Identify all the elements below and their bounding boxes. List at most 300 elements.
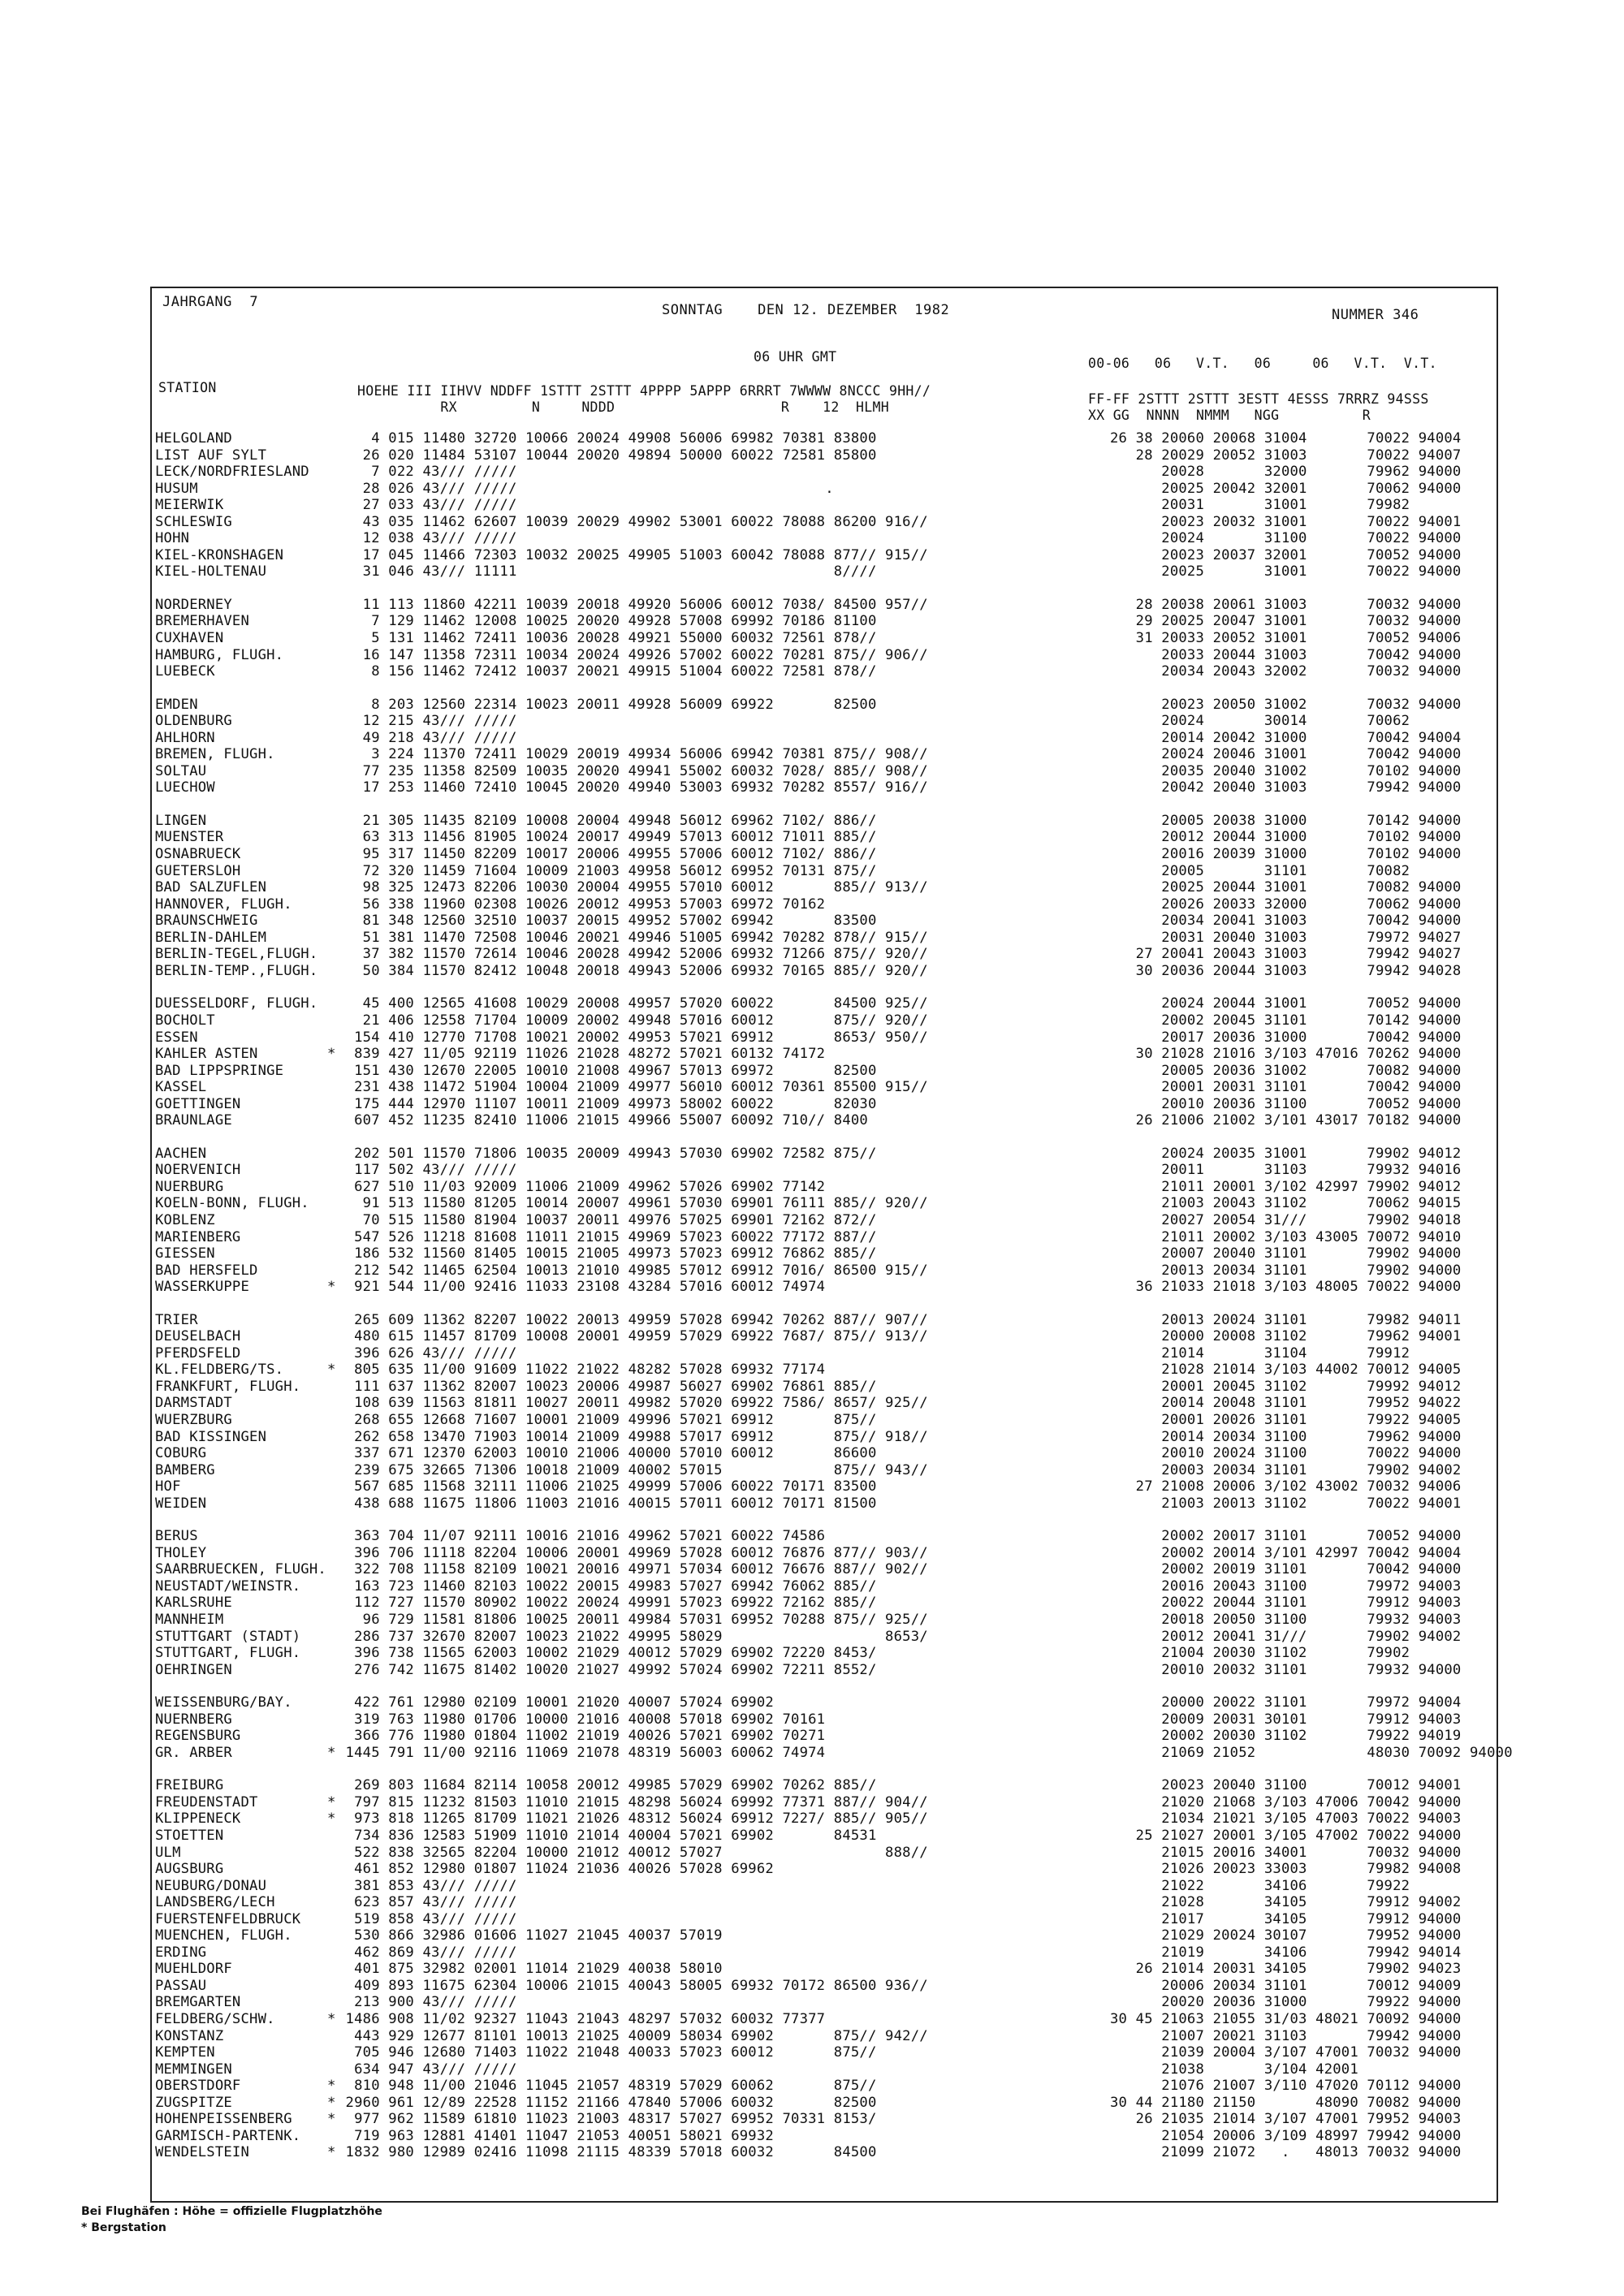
- main-observation-values: 186 532 11560 81405 10015 21005 49973 57023 69912 76862 885//: [337, 1245, 877, 1262]
- extra-observation-values: 25 21027 20001 3/105 47002 70022 94000: [1110, 1828, 1462, 1845]
- main-observation-values: 21 305 11435 82109 10008 20004 49948 56012 69962 7102/ 886//: [337, 812, 877, 829]
- extra-observation-values: 21011 20001 3/102 42997 79902 94012: [1110, 1178, 1462, 1195]
- extra-observation-values: 27 20041 20043 31003 79942 94027: [1110, 946, 1462, 963]
- extra-observation-values: 20001 20026 31101 79922 94005: [1110, 1411, 1462, 1428]
- extra-observation-values: 20025 20044 31001 70082 94000: [1110, 879, 1462, 896]
- extra-observation-values: 20001 20031 31101 70042 94000: [1110, 1079, 1462, 1096]
- station-name: PFERDSFELD: [155, 1344, 241, 1362]
- extra-group-header: 00-06 06 V.T. 06 06 V.T. V.T.: [1088, 356, 1437, 371]
- station-name: AACHEN: [155, 1145, 207, 1162]
- station-name: WENDELSTEIN: [155, 2144, 250, 2161]
- extra-observation-values: 28 20029 20052 31003 70022 94007: [1110, 447, 1462, 464]
- main-observation-values: 213 900 43/// /////: [337, 1994, 517, 2011]
- extra-observation-values: 21026 20023 33003 79982 94008: [1110, 1861, 1462, 1878]
- extra-observation-values: 20016 20043 31100 79972 94003: [1110, 1577, 1462, 1595]
- main-observation-values: 607 452 11235 82410 11006 21015 49966 55007 60092 710// 8400: [337, 1112, 868, 1129]
- station-name: SCHLESWIG: [155, 513, 232, 530]
- station-name: KIEL-KRONSHAGEN: [155, 546, 284, 563]
- extra-observation-values: 20014 20034 31100 79962 94000: [1110, 1428, 1462, 1445]
- main-observation-values: 63 313 11456 81905 10024 20017 49949 57013 60012 71011 885//: [337, 829, 877, 846]
- extra-observation-values: 20002 20045 31101 70142 94000: [1110, 1012, 1462, 1029]
- main-observation-values: 443 929 12677 81101 10013 21025 40009 58034 69902 875// 942//: [337, 2027, 928, 2044]
- main-observation-values: 51 381 11470 72508 10046 20021 49946 51005 69942 70282 878// 915//: [337, 929, 928, 946]
- main-observation-values: 623 857 43/// /////: [337, 1894, 517, 1911]
- main-observation-values: 1832 980 12989 02416 11098 21115 48339 57018 60032 84500: [337, 2144, 877, 2161]
- extra-observation-values: 20013 20034 31101 79902 94000: [1110, 1262, 1462, 1279]
- extra-observation-values: 20024 20035 31001 79902 94012: [1110, 1145, 1462, 1162]
- station-name: WASSERKUPPE: [155, 1279, 250, 1296]
- main-observation-values: 16 147 11358 72311 10034 20024 49926 57002 60022 70281 875// 906//: [337, 646, 928, 663]
- station-name: MARIENBERG: [155, 1228, 241, 1245]
- main-observation-values: 7 129 11462 12008 10025 20020 49928 57008 69992 70186 81100: [337, 613, 877, 630]
- main-observation-values: 163 723 11460 82103 10022 20015 49983 57027 69942 76062 885//: [337, 1577, 877, 1595]
- footnote-flughafen: Bei Flughäfen : Höhe = offizielle Flugplatzhöhe: [81, 2205, 382, 2218]
- station-name: HANNOVER, FLUGH.: [155, 896, 292, 913]
- station-name: KAHLER ASTEN: [155, 1046, 258, 1063]
- main-observation-values: 734 836 12583 51909 11010 21014 40004 57021 69902 84531: [337, 1828, 877, 1845]
- extra-observation-values: 20025 20042 32001 70062 94000: [1110, 480, 1462, 497]
- mountain-station-marker: *: [327, 1362, 336, 1379]
- main-observation-values: 27 033 43/// /////: [337, 497, 517, 514]
- main-observation-values: 705 946 12680 71403 11022 21048 40033 57023 60012 875//: [337, 2044, 877, 2061]
- main-observation-values: 45 400 12565 41608 10029 20008 49957 57020 60022 84500 925//: [337, 995, 928, 1012]
- station-name: ZUGSPITZE: [155, 2094, 232, 2111]
- extra-observation-values: 20012 20041 31/// 79902 94002: [1110, 1628, 1462, 1645]
- main-observation-values: 4 015 11480 32720 10066 20024 49908 56006 69982 70381 83800: [337, 430, 877, 447]
- station-name: KOELN-BONN, FLUGH.: [155, 1195, 309, 1212]
- main-observation-values: 977 962 11589 61810 11023 21003 48317 57027 69952 70331 8153/: [337, 2111, 877, 2128]
- station-name: MANNHEIM: [155, 1612, 224, 1628]
- station-name: KASSEL: [155, 1079, 207, 1096]
- main-column-header-1: HOEHE III IIHVV NDDFF 1STTT 2STTT 4PPPP 5APPP 6RRRT 7WWWW 8NCCC 9HH//: [357, 383, 931, 399]
- main-observation-values: 111 637 11362 82007 10023 20006 49987 56027 69902 76861 885//: [337, 1378, 877, 1395]
- main-observation-values: 1445 791 11/00 92116 11069 21078 48319 56003 60062 74974: [337, 1744, 826, 1761]
- station-name: SOLTAU: [155, 762, 207, 779]
- extra-observation-values: 21039 20004 3/107 47001 70032 94000: [1110, 2044, 1462, 2061]
- station-name: DARMSTADT: [155, 1395, 232, 1412]
- mountain-station-marker: *: [327, 1744, 336, 1761]
- mountain-station-marker: *: [327, 1810, 336, 1828]
- extra-observation-values: 21003 20013 31102 70022 94001: [1110, 1495, 1462, 1512]
- mountain-station-marker: *: [327, 1793, 336, 1810]
- extra-observation-values: 20020 20036 31000 79922 94000: [1110, 1994, 1462, 2011]
- extra-observation-values: 20010 20036 31100 70052 94000: [1110, 1095, 1462, 1112]
- extra-observation-values: 21038 3/104 42001: [1110, 2061, 1358, 2078]
- main-observation-values: 409 893 11675 62304 10006 21015 40043 58005 69932 70172 86500 936//: [337, 1977, 928, 1994]
- main-observation-values: 11 113 11860 42211 10039 20018 49920 56006 60012 7038/ 84500 957//: [337, 596, 928, 613]
- station-name: BAD HERSFELD: [155, 1262, 258, 1279]
- extra-observation-values: 20011 31103 79932 94016: [1110, 1162, 1462, 1179]
- main-observation-values: 28 026 43/// ///// .: [337, 480, 834, 497]
- extra-observation-values: 20007 20040 31101 79902 94000: [1110, 1245, 1462, 1262]
- extra-observation-values: 29 20025 20047 31001 70032 94000: [1110, 613, 1462, 630]
- station-name: NOERVENICH: [155, 1162, 241, 1179]
- extra-observation-values: 21020 21068 3/103 47006 70042 94000: [1110, 1793, 1462, 1810]
- main-observation-values: 396 706 11118 82204 10006 20001 49969 57028 60012 76876 877// 903//: [337, 1544, 928, 1561]
- extra-observation-values: 31 20033 20052 31001 70052 94006: [1110, 630, 1462, 647]
- station-name: THOLEY: [155, 1544, 207, 1561]
- station-name: DUESSELDORF, FLUGH.: [155, 995, 318, 1012]
- main-observation-values: 7 022 43/// /////: [337, 464, 517, 481]
- main-observation-values: 50 384 11570 82412 10048 20018 49943 52006 69932 70165 885// 920//: [337, 962, 928, 979]
- station-name: MUENCHEN, FLUGH.: [155, 1927, 292, 1944]
- extra-observation-values: 20000 20022 31101 79972 94004: [1110, 1694, 1462, 1711]
- station-name: GR. ARBER: [155, 1744, 232, 1761]
- extra-observation-values: 20010 20024 31100 70022 94000: [1110, 1445, 1462, 1462]
- station-name: FUERSTENFELDBRUCK: [155, 1910, 301, 1927]
- main-observation-values: 91 513 11580 81205 10014 20007 49961 57030 69901 76111 885// 920//: [337, 1195, 928, 1212]
- station-name: WEIDEN: [155, 1495, 207, 1512]
- main-observation-values: 154 410 12770 71708 10021 20002 49953 57021 69912 8653/ 950//: [337, 1029, 928, 1046]
- main-observation-values: 5 131 11462 72411 10036 20028 49921 55000 60032 72561 878//: [337, 630, 877, 647]
- extra-observation-values: 20005 20036 31002 70082 94000: [1110, 1062, 1462, 1079]
- station-name: MEMMINGEN: [155, 2061, 232, 2078]
- main-observation-values: 366 776 11980 01804 11002 21019 40026 57021 69902 70271: [337, 1728, 826, 1745]
- main-observation-values: 262 658 13470 71903 10014 21009 49988 57017 69912 875// 918//: [337, 1428, 928, 1445]
- station-name: TRIER: [155, 1311, 198, 1328]
- extra-observation-values: 20027 20054 31/// 79902 94018: [1110, 1211, 1462, 1228]
- main-observation-values: 2960 961 12/89 22528 11152 21166 47840 57006 60032 82500: [337, 2094, 877, 2111]
- main-observation-values: 31 046 43/// 11111 8////: [337, 563, 877, 580]
- main-observation-values: 396 626 43/// /////: [337, 1344, 517, 1362]
- extra-observation-values: 21054 20006 3/109 48997 79942 94000: [1110, 2127, 1462, 2144]
- station-name: LIST AUF SYLT: [155, 447, 267, 464]
- station-name: BAD LIPPSPRINGE: [155, 1062, 284, 1079]
- extra-observation-values: 20005 31101 70082: [1110, 862, 1410, 879]
- station-name: OEHRINGEN: [155, 1661, 232, 1678]
- extra-observation-values: 20024 20046 31001 70042 94000: [1110, 746, 1462, 763]
- main-observation-values: 627 510 11/03 92009 11006 21009 49962 57026 69902 77142: [337, 1178, 826, 1195]
- observation-time-header: 06 UHR GMT: [754, 349, 837, 365]
- station-name: NUERBURG: [155, 1178, 224, 1195]
- extra-observation-values: 20009 20031 30101 79912 94003: [1110, 1711, 1462, 1728]
- extra-observation-values: 21017 34105 79912 94000: [1110, 1910, 1462, 1927]
- main-observation-values: 422 761 12980 02109 10001 21020 40007 57024 69902: [337, 1694, 774, 1711]
- extra-observation-values: 28 20038 20061 31003 70032 94000: [1110, 596, 1462, 613]
- extra-observation-values: 20033 20044 31003 70042 94000: [1110, 646, 1462, 663]
- main-observation-values: 26 020 11484 53107 10044 20020 49894 50000 60022 72581 85800: [337, 447, 877, 464]
- main-observation-values: 49 218 43/// /////: [337, 729, 517, 746]
- main-observation-values: 401 875 32982 02001 11014 21029 40038 58010: [337, 1961, 723, 1978]
- station-name: STUTTGART, FLUGH.: [155, 1645, 301, 1662]
- station-name: NEUSTADT/WEINSTR.: [155, 1577, 301, 1595]
- extra-observation-values: 21007 20021 31103 79942 94000: [1110, 2027, 1462, 2044]
- main-observation-values: 77 235 11358 82509 10035 20020 49941 55002 60032 7028/ 885// 908//: [337, 762, 928, 779]
- station-name: KLIPPENECK: [155, 1810, 241, 1828]
- main-observation-values: 268 655 12668 71607 10001 21009 49996 57021 69912 875//: [337, 1411, 877, 1428]
- station-name: HELGOLAND: [155, 430, 232, 447]
- extra-observation-values: 21069 21052 48030 70092 94000: [1110, 1744, 1513, 1761]
- extra-observation-values: 20017 20036 31000 70042 94000: [1110, 1029, 1462, 1046]
- extra-observation-values: 26 21014 20031 34105 79902 94023: [1110, 1961, 1462, 1978]
- station-name: EMDEN: [155, 696, 198, 713]
- extra-observation-values: 21034 21021 3/105 47003 70022 94003: [1110, 1810, 1462, 1828]
- extra-observation-values: 26 38 20060 20068 31004 70022 94004: [1110, 430, 1462, 447]
- station-name: KIEL-HOLTENAU: [155, 563, 267, 580]
- main-observation-values: 17 045 11466 72303 10032 20025 49905 51003 60042 78088 877// 915//: [337, 546, 928, 563]
- main-observation-values: 12 038 43/// /////: [337, 530, 517, 547]
- main-observation-values: 12 215 43/// /////: [337, 713, 517, 730]
- main-observation-values: 95 317 11450 82209 10017 20006 49955 57006 60012 7102/ 886//: [337, 846, 877, 863]
- station-header: STATION: [158, 380, 217, 395]
- main-observation-values: 522 838 32565 82204 10000 21012 40012 57027 888//: [337, 1844, 928, 1861]
- station-name: NUERNBERG: [155, 1711, 232, 1728]
- extra-observation-values: 21029 20024 30107 79952 94000: [1110, 1927, 1462, 1944]
- station-name: BERLIN-DAHLEM: [155, 929, 267, 946]
- station-name: BERUS: [155, 1528, 198, 1545]
- station-name: REGENSBURG: [155, 1728, 241, 1745]
- mountain-station-marker: *: [327, 1279, 336, 1296]
- extra-observation-values: 21014 31104 79912: [1110, 1344, 1410, 1362]
- extra-observation-values: 20024 20044 31001 70052 94000: [1110, 995, 1462, 1012]
- station-name: GARMISCH-PARTENK.: [155, 2127, 301, 2144]
- extra-observation-values: 21022 34106 79922: [1110, 1877, 1410, 1894]
- extra-observation-values: 20018 20050 31100 79932 94003: [1110, 1612, 1462, 1628]
- main-observation-values: 363 704 11/07 92111 10016 21016 49962 57021 60022 74586: [337, 1528, 826, 1545]
- extra-observation-values: 20023 20040 31100 70012 94001: [1110, 1777, 1462, 1794]
- main-observation-values: 21 406 12558 71704 10009 20002 49948 57016 60012 875// 920//: [337, 1012, 928, 1029]
- station-name: PASSAU: [155, 1977, 207, 1994]
- extra-observation-values: 20002 20017 31101 70052 94000: [1110, 1528, 1462, 1545]
- station-name: LECK/NORDFRIESLAND: [155, 464, 309, 481]
- extra-observation-values: 26 21035 21014 3/107 47001 79952 94003: [1110, 2111, 1462, 2128]
- station-name: MUENSTER: [155, 829, 224, 846]
- jahrgang-label: JAHRGANG 7: [162, 294, 259, 310]
- station-name: FREIBURG: [155, 1777, 224, 1794]
- extra-observation-values: 21099 21072 . 48013 70032 94000: [1110, 2144, 1462, 2161]
- main-observation-values: 567 685 11568 32111 11006 21025 49999 57006 60022 70171 83500: [337, 1478, 877, 1495]
- main-observation-values: 547 526 11218 81608 11011 21015 49969 57023 60022 77172 887//: [337, 1228, 877, 1245]
- station-name: LUECHOW: [155, 779, 215, 796]
- main-observation-values: 530 866 32986 01606 11027 21045 40037 57019: [337, 1927, 723, 1944]
- station-name: HUSUM: [155, 480, 198, 497]
- station-name: WEISSENBURG/BAY.: [155, 1694, 292, 1711]
- main-observation-values: 108 639 11563 81811 10027 20011 49982 57020 69922 7586/ 8657/ 925//: [337, 1395, 928, 1412]
- main-observation-values: 519 858 43/// /////: [337, 1910, 517, 1927]
- station-name: BOCHOLT: [155, 1012, 215, 1029]
- station-name: OBERSTDORF: [155, 2078, 241, 2095]
- extra-observation-values: 21003 20043 31102 70062 94015: [1110, 1195, 1462, 1212]
- station-name: HOF: [155, 1478, 181, 1495]
- station-name: AHLHORN: [155, 729, 215, 746]
- extra-observation-values: 21011 20002 3/103 43005 70072 94010: [1110, 1228, 1462, 1245]
- extra-observation-values: 21028 21014 3/103 44002 70012 94005: [1110, 1362, 1462, 1379]
- main-observation-values: 462 869 43/// /////: [337, 1944, 517, 1961]
- main-observation-values: 231 438 11472 51904 10004 21009 49977 56010 60012 70361 85500 915//: [337, 1079, 928, 1096]
- main-observation-values: 96 729 11581 81806 10025 20011 49984 57031 69952 70288 875// 925//: [337, 1612, 928, 1628]
- extra-observation-values: 36 21033 21018 3/103 48005 70022 94000: [1110, 1279, 1462, 1296]
- station-name: GUETERSLOH: [155, 862, 241, 879]
- extra-observation-values: 20014 20042 31000 70042 94004: [1110, 729, 1462, 746]
- station-name: ERDING: [155, 1944, 207, 1961]
- main-observation-values: 1486 908 11/02 92327 11043 21043 48297 57032 60032 77377: [337, 2011, 826, 2028]
- station-name: MUEHLDORF: [155, 1961, 232, 1978]
- extra-observation-values: 20006 20034 31101 70012 94009: [1110, 1977, 1462, 1994]
- main-observation-values: 322 708 11158 82109 10021 20016 49971 57034 60012 76676 887// 902//: [337, 1561, 928, 1578]
- main-observation-values: 117 502 43/// /////: [337, 1162, 517, 1179]
- extra-observation-values: 30 20036 20044 31003 79942 94028: [1110, 962, 1462, 979]
- main-observation-values: 17 253 11460 72410 10045 20020 49940 53003 69932 70282 8557/ 916//: [337, 779, 928, 796]
- extra-observation-values: 20034 20043 32002 70032 94000: [1110, 663, 1462, 680]
- extra-observation-values: 21028 34105 79912 94002: [1110, 1894, 1462, 1911]
- extra-observation-values: 21076 21007 3/110 47020 70112 94000: [1110, 2078, 1462, 2095]
- extra-observation-values: 20012 20044 31000 70102 94000: [1110, 829, 1462, 846]
- station-name: BREMERHAVEN: [155, 613, 250, 630]
- main-observation-values: 98 325 12473 82206 10030 20004 49955 57010 60012 885// 913//: [337, 879, 928, 896]
- station-name: MEIERWIK: [155, 497, 224, 514]
- extra-observation-values: 20016 20039 31000 70102 94000: [1110, 846, 1462, 863]
- main-observation-values: 269 803 11684 82114 10058 20012 49985 57029 69902 70262 885//: [337, 1777, 877, 1794]
- station-name: CUXHAVEN: [155, 630, 224, 647]
- station-name: KEMPTEN: [155, 2044, 215, 2061]
- main-observation-values: 151 430 12670 22005 10010 21008 49967 57013 69972 82500: [337, 1062, 877, 1079]
- mountain-station-marker: *: [327, 1046, 336, 1063]
- extra-observation-values: 20031 31001 79982: [1110, 497, 1410, 514]
- main-observation-values: 381 853 43/// /////: [337, 1877, 517, 1894]
- main-observation-values: 973 818 11265 81709 11021 21026 48312 56024 69912 7227/ 885// 905//: [337, 1810, 928, 1828]
- main-observation-values: 797 815 11232 81503 11010 21015 48298 56024 69992 77371 887// 904//: [337, 1793, 928, 1810]
- extra-observation-values: 20031 20040 31003 79972 94027: [1110, 929, 1462, 946]
- extra-observation-values: 20028 32000 79962 94000: [1110, 464, 1462, 481]
- extra-observation-values: 20042 20040 31003 79942 94000: [1110, 779, 1462, 796]
- main-observation-values: 719 963 12881 41401 11047 21053 40051 58021 69932: [337, 2127, 774, 2144]
- extra-observation-values: 20002 20019 31101 70042 94000: [1110, 1561, 1462, 1578]
- extra-observation-values: 21015 20016 34001 70032 94000: [1110, 1844, 1462, 1861]
- extra-observation-values: 20001 20045 31102 79992 94012: [1110, 1378, 1462, 1395]
- station-name: FREUDENSTADT: [155, 1793, 258, 1810]
- station-name: ULM: [155, 1844, 181, 1861]
- main-observation-values: 8 156 11462 72412 10037 20021 49915 51004 60022 72581 878//: [337, 663, 877, 680]
- main-observation-values: 396 738 11565 62003 10002 21029 40012 57029 69902 72220 8453/: [337, 1645, 877, 1662]
- station-name: KONSTANZ: [155, 2027, 224, 2044]
- mountain-station-marker: *: [327, 2144, 336, 2161]
- station-name: FELDBERG/SCHW.: [155, 2011, 275, 2028]
- extra-observation-values: 20010 20032 31101 79932 94000: [1110, 1661, 1462, 1678]
- station-name: OLDENBURG: [155, 713, 232, 730]
- main-observation-values: 70 515 11580 81904 10037 20011 49976 57025 69901 72162 872//: [337, 1211, 877, 1228]
- main-observation-values: 805 635 11/00 91609 11022 21022 48282 57028 69932 77174: [337, 1362, 826, 1379]
- extra-observation-values: 20025 31001 70022 94000: [1110, 563, 1462, 580]
- extra-observation-values: 21019 34106 79942 94014: [1110, 1944, 1462, 1961]
- mountain-station-marker: *: [327, 2111, 336, 2128]
- station-name: GOETTINGEN: [155, 1095, 241, 1112]
- main-observation-values: 43 035 11462 62607 10039 20029 49902 53001 60022 78088 86200 916//: [337, 513, 928, 530]
- extra-observation-values: 20023 20037 32001 70052 94000: [1110, 546, 1462, 563]
- extra-observation-values: 20002 20030 31102 79922 94019: [1110, 1728, 1462, 1745]
- main-observation-values: 921 544 11/00 92416 11033 23108 43284 57016 60012 74974: [337, 1279, 826, 1296]
- main-observation-values: 480 615 11457 81709 10008 20001 49959 57029 69922 7687/ 875// 913//: [337, 1328, 928, 1345]
- extra-observation-values: 27 21008 20006 3/102 43002 70032 94006: [1110, 1478, 1462, 1495]
- extra-observation-values: 20024 31100 70022 94000: [1110, 530, 1462, 547]
- main-observation-values: 112 727 11570 80902 10022 20024 49991 57023 69922 72162 885//: [337, 1595, 877, 1612]
- main-observation-values: 202 501 11570 71806 10035 20009 49943 57030 69902 72582 875//: [337, 1145, 877, 1162]
- station-name: STOETTEN: [155, 1828, 224, 1845]
- main-observation-values: 438 688 11675 11806 11003 21016 40015 57011 60012 70171 81500: [337, 1495, 877, 1512]
- main-observation-values: 265 609 11362 82207 10022 20013 49959 57028 69942 70262 887// 907//: [337, 1311, 928, 1328]
- station-name: AUGSBURG: [155, 1861, 224, 1878]
- extra-observation-values: 20023 20032 31001 70022 94001: [1110, 513, 1462, 530]
- main-observation-values: 276 742 11675 81402 10020 21027 49992 57024 69902 72211 8552/: [337, 1661, 877, 1678]
- main-observation-values: 634 947 43/// /////: [337, 2061, 517, 2078]
- station-name: BERLIN-TEGEL,FLUGH.: [155, 946, 318, 963]
- main-observation-values: 286 737 32670 82007 10023 21022 49995 58029 8653/: [337, 1628, 928, 1645]
- main-observation-values: 37 382 11570 72614 10046 20028 49942 52006 69932 71266 875// 920//: [337, 946, 928, 963]
- station-name: GIESSEN: [155, 1245, 215, 1262]
- main-observation-values: 81 348 12560 32510 10037 20015 49952 57002 69942 83500: [337, 913, 877, 930]
- station-name: BRAUNSCHWEIG: [155, 913, 258, 930]
- main-column-header-2: RX N NDDD R 12 HLMH: [357, 399, 889, 415]
- station-name: BAMBERG: [155, 1461, 215, 1478]
- station-name: HOHN: [155, 530, 190, 547]
- station-name: LUEBECK: [155, 663, 215, 680]
- extra-column-header-1: FF-FF 2STTT 2STTT 3ESTT 4ESSS 7RRRZ 94SSS: [1088, 391, 1429, 407]
- station-name: FRANKFURT, FLUGH.: [155, 1378, 301, 1395]
- station-name: HOHENPEISSENBERG: [155, 2111, 292, 2128]
- extra-observation-values: 20034 20041 31003 70042 94000: [1110, 913, 1462, 930]
- extra-column-header-2: XX GG NNNN NMMM NGG R: [1088, 408, 1371, 423]
- station-name: HAMBURG, FLUGH.: [155, 646, 284, 663]
- main-observation-values: 839 427 11/05 92119 11026 21028 48272 57021 60132 74172: [337, 1046, 826, 1063]
- footnote-bergstation: * Bergstation: [81, 2221, 166, 2234]
- issue-number: NUMMER 346: [1332, 307, 1419, 323]
- extra-observation-values: 20026 20033 32000 70062 94000: [1110, 896, 1462, 913]
- station-name: ESSEN: [155, 1029, 198, 1046]
- main-observation-values: 175 444 12970 11107 10011 21009 49973 58002 60022 82030: [337, 1095, 877, 1112]
- station-name: BREMGARTEN: [155, 1994, 241, 2011]
- station-name: KL.FELDBERG/TS.: [155, 1362, 284, 1379]
- extra-observation-values: 20000 20008 31102 79962 94001: [1110, 1328, 1462, 1345]
- main-observation-values: 810 948 11/00 21046 11045 21057 48319 57029 60062 875//: [337, 2078, 877, 2095]
- station-name: WUERZBURG: [155, 1411, 232, 1428]
- station-name: BREMEN, FLUGH.: [155, 746, 275, 763]
- station-name: LANDSBERG/LECH: [155, 1894, 275, 1911]
- extra-observation-values: 30 21028 21016 3/103 47016 70262 94000: [1110, 1046, 1462, 1063]
- main-observation-values: 56 338 11960 02308 10026 20012 49953 57003 69972 70162: [337, 896, 826, 913]
- main-observation-values: 72 320 11459 71604 10009 21003 49958 56012 69952 70131 875//: [337, 862, 877, 879]
- extra-observation-values: 21004 20030 31102 79902: [1110, 1645, 1410, 1662]
- station-name: COBURG: [155, 1445, 207, 1462]
- station-name: STUTTGART (STADT): [155, 1628, 301, 1645]
- main-observation-values: 319 763 11980 01706 10000 21016 40008 57018 69902 70161: [337, 1711, 826, 1728]
- extra-observation-values: 20013 20024 31101 79982 94011: [1110, 1311, 1462, 1328]
- station-name: KOBLENZ: [155, 1211, 215, 1228]
- extra-observation-values: 30 44 21180 21150 48090 70082 94000: [1110, 2094, 1462, 2111]
- extra-observation-values: 20002 20014 3/101 42997 70042 94004: [1110, 1544, 1462, 1561]
- station-name: KARLSRUHE: [155, 1595, 232, 1612]
- station-name: OSNABRUECK: [155, 846, 241, 863]
- station-name: BAD KISSINGEN: [155, 1428, 267, 1445]
- main-observation-values: 3 224 11370 72411 10029 20019 49934 56006 69942 70381 875// 908//: [337, 746, 928, 763]
- station-name: DEUSELBACH: [155, 1328, 241, 1345]
- station-name: BRAUNLAGE: [155, 1112, 232, 1129]
- station-name: BAD SALZUFLEN: [155, 879, 267, 896]
- station-name: BERLIN-TEMP.,FLUGH.: [155, 962, 318, 979]
- mountain-station-marker: *: [327, 2094, 336, 2111]
- extra-observation-values: 26 21006 21002 3/101 43017 70182 94000: [1110, 1112, 1462, 1129]
- extra-observation-values: 20003 20034 31101 79902 94002: [1110, 1461, 1462, 1478]
- main-observation-values: 212 542 11465 62504 10013 21010 49985 57012 69912 7016/ 86500 915//: [337, 1262, 928, 1279]
- main-observation-values: 8 203 12560 22314 10023 20011 49928 56009 69922 82500: [337, 696, 877, 713]
- extra-observation-values: 20023 20050 31002 70032 94000: [1110, 696, 1462, 713]
- extra-observation-values: 20024 30014 70062: [1110, 713, 1410, 730]
- main-observation-values: 337 671 12370 62003 10010 21006 40000 57010 60012 86600: [337, 1445, 877, 1462]
- extra-observation-values: 30 45 21063 21055 31/03 48021 70092 94000: [1110, 2011, 1462, 2028]
- main-observation-values: 461 852 12980 01807 11024 21036 40026 57028 69962: [337, 1861, 774, 1878]
- station-name: LINGEN: [155, 812, 207, 829]
- extra-observation-values: 20014 20048 31101 79952 94022: [1110, 1395, 1462, 1412]
- mountain-station-marker: *: [327, 2078, 336, 2095]
- extra-observation-values: 20022 20044 31101 79912 94003: [1110, 1595, 1462, 1612]
